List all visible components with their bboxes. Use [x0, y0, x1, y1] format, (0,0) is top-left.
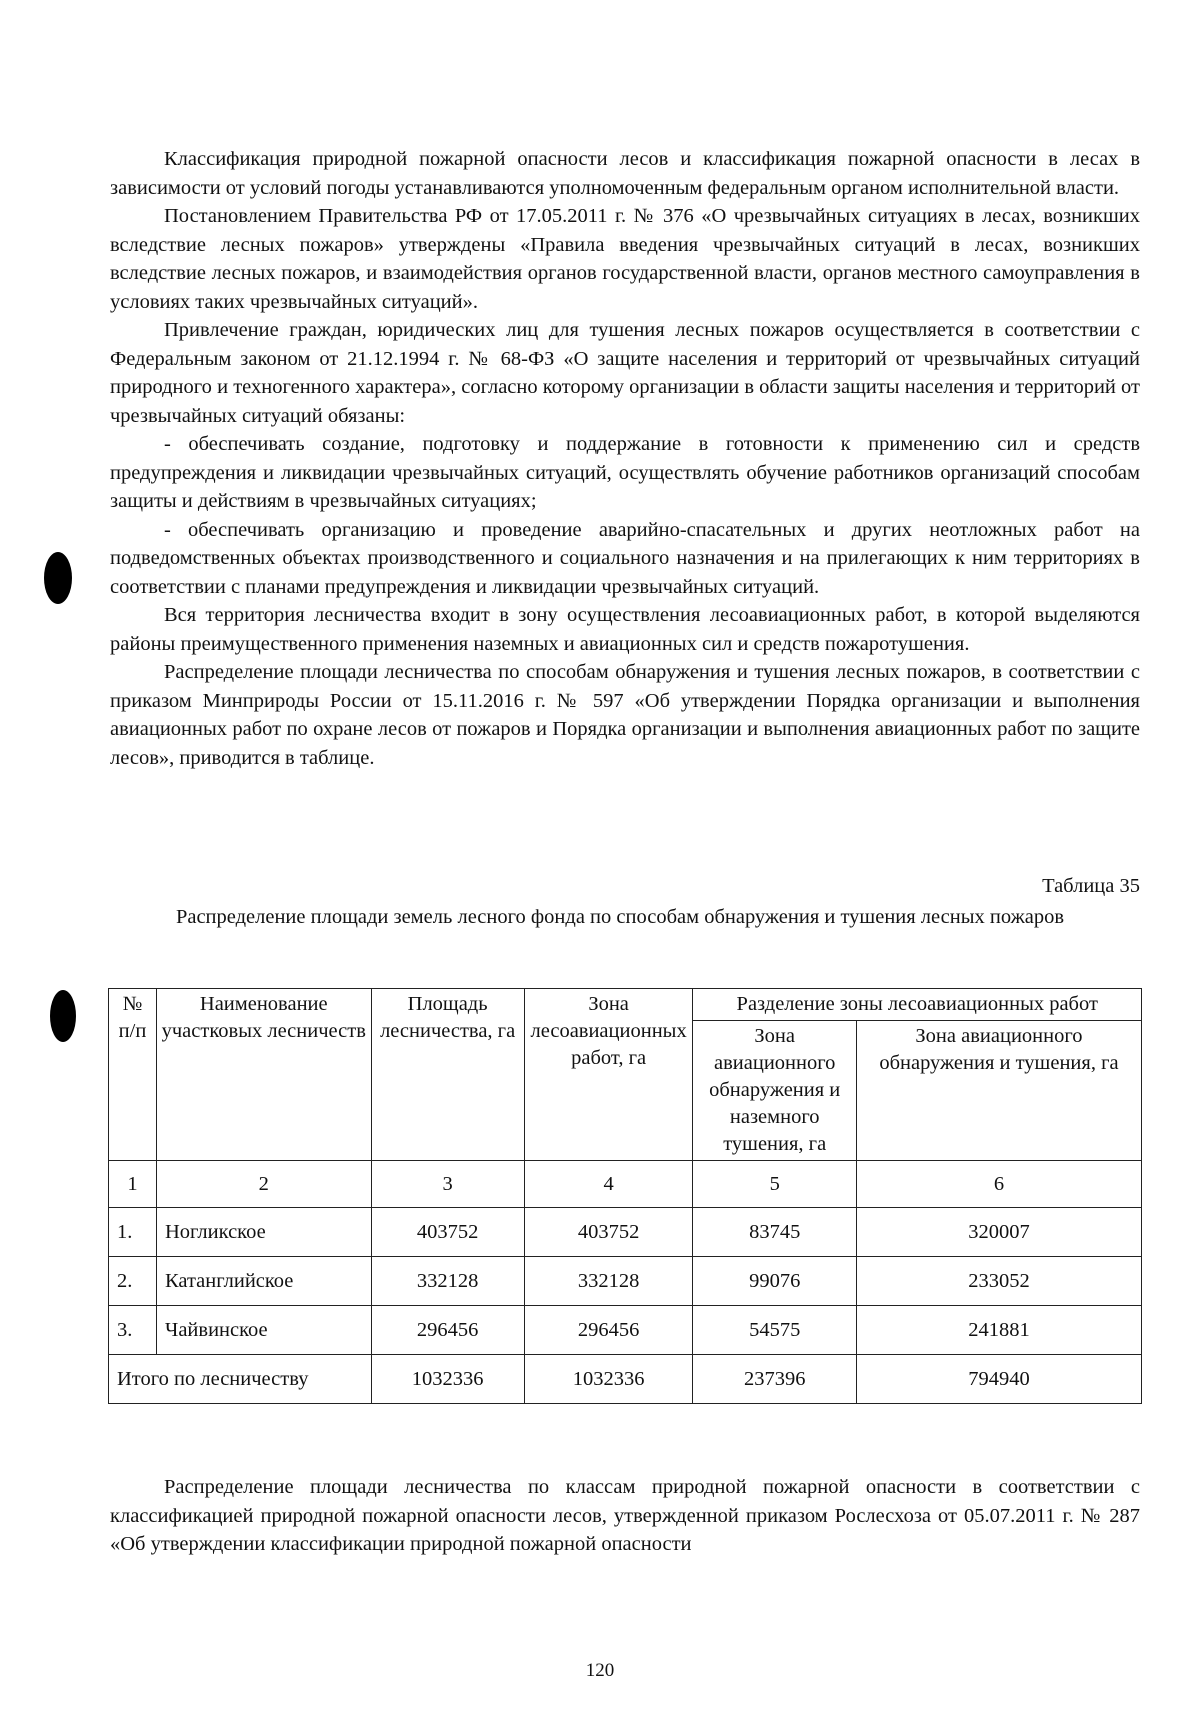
paragraph-federal-law: Привлечение граждан, юридических лиц для тушения лесных пожаров осуществляется в соответствии с Федеральным законом от 21.12.1994 г. № 68-ФЗ «О защите населения и территорий от чрезвычайных ситуаций природного и техногенного характера», согласно которому организации в области защиты населения и территорий от чрезвычайных ситуаций обязаны:: [110, 319, 1140, 427]
punch-hole-bottom: [50, 990, 76, 1042]
row-name: Ногликское: [157, 1208, 372, 1257]
total-ground: 237396: [693, 1355, 856, 1404]
row-area: 296456: [371, 1306, 524, 1355]
row-num: 1.: [109, 1208, 157, 1257]
table-label: Таблица 35: [1042, 875, 1140, 897]
total-label: Итого по лесничеству: [109, 1355, 372, 1404]
total-air: 794940: [856, 1355, 1141, 1404]
distribution-table: [108, 988, 1142, 1404]
page-number: 120: [585, 1660, 615, 1681]
after-table-text: [110, 1473, 1140, 1559]
header-sub-ground: Зона авиационного обнаружения и наземного тушения, га: [693, 1021, 856, 1161]
table-row: [109, 1257, 1142, 1306]
row-ground: 54575: [693, 1306, 856, 1355]
column-number: 4: [524, 1161, 693, 1208]
row-name: Катанглийское: [157, 1257, 372, 1306]
table-caption: Распределение площади земель лесного фонда по способам обнаружения и тушения лесных пожаров: [175, 906, 1065, 928]
column-number: 5: [693, 1161, 856, 1208]
column-number: 2: [157, 1161, 372, 1208]
table-row: [109, 1306, 1142, 1355]
row-air: 241881: [856, 1306, 1141, 1355]
row-zone: 403752: [524, 1208, 693, 1257]
paragraph-fire-classes: Распределение площади лесничества по классам природной пожарной опасности в соответствии с классификацией природной пожарной опасности лесов, утвержденной приказом Рослесхоза от 05.07.2011 г. № 287 «Об утверждении классификации природной пожарной опасности: [110, 1476, 1140, 1555]
paragraph-government-decree: Постановлением Правительства РФ от 17.05.2011 г. № 376 «О чрезвычайных ситуациях в лесах, возникших вследствие лесных пожаров» утверждены «Правила введения чрезвычайных ситуаций в лесах, возникших вследствие лесных пожаров, и взаимодействия органов государственной власти, органов местного самоуправления в условиях таких чрезвычайных ситуаций».: [110, 205, 1140, 313]
body-text: [110, 145, 1140, 772]
column-number: 6: [856, 1161, 1141, 1208]
header-sub-air: Зона авиационного обнаружения и тушения, га: [856, 1021, 1141, 1161]
paragraph-distribution: Распределение площади лесничества по способам обнаружения и тушения лесных пожаров, в соответствии с приказом Минприроды России от 15.11.2016 г. № 597 «Об утверждении Порядка организации и выполнения авиационных работ по охране лесов от пожаров и Порядка организации и выполнения авиационных работ по защите лесов», приводится в таблице.: [110, 661, 1140, 769]
paragraph-classification: Классификация природной пожарной опасности лесов и классификация пожарной опасности в лесах в зависимости от условий погоды устанавливаются уполномоченным федеральным органом исполнительной власти.: [110, 148, 1140, 199]
row-zone: 332128: [524, 1257, 693, 1306]
total-row: [109, 1355, 1142, 1404]
row-ground: 83745: [693, 1208, 856, 1257]
column-number: 3: [371, 1161, 524, 1208]
row-air: 320007: [856, 1208, 1141, 1257]
header-division: Разделение зоны лесоавиационных работ: [693, 989, 1142, 1021]
total-area: 1032336: [371, 1355, 524, 1404]
row-ground: 99076: [693, 1257, 856, 1306]
header-name: Наименование участковых лесничеств: [157, 989, 372, 1161]
column-number: 1: [109, 1161, 157, 1208]
row-name: Чайвинское: [157, 1306, 372, 1355]
punch-hole-top: [44, 552, 72, 604]
row-air: 233052: [856, 1257, 1141, 1306]
paragraph-territory: Вся территория лесничества входит в зону осуществления лесоавиационных работ, в которой выделяются районы преимущественного применения наземных и авиационных сил и средств пожаротушения.: [110, 604, 1140, 655]
row-num: 2.: [109, 1257, 157, 1306]
header-zone: Зона лесоавиационных работ, га: [524, 989, 693, 1161]
row-zone: 296456: [524, 1306, 693, 1355]
row-area: 332128: [371, 1257, 524, 1306]
column-number-row: [109, 1161, 1142, 1208]
paragraph-obligation-1: - обеспечивать создание, подготовку и поддержание в готовности к применению сил и средств предупреждения и ликвидации чрезвычайных ситуаций, осуществлять обучение работников организаций способам защиты и действиям в чрезвычайных ситуациях;: [110, 433, 1140, 512]
paragraph-obligation-2: - обеспечивать организацию и проведение аварийно-спасательных и других неотложных работ на подведомственных объектах производственного и социального назначения и на прилегающих к ним территориях в соответствии с планами предупреждения и ликвидации чрезвычайных ситуаций.: [110, 518, 1140, 598]
row-area: 403752: [371, 1208, 524, 1257]
header-area: Площадь лесничества, га: [371, 989, 524, 1161]
header-num: № п/п: [109, 989, 157, 1161]
row-num: 3.: [109, 1306, 157, 1355]
table-row: [109, 1208, 1142, 1257]
total-zone: 1032336: [524, 1355, 693, 1404]
